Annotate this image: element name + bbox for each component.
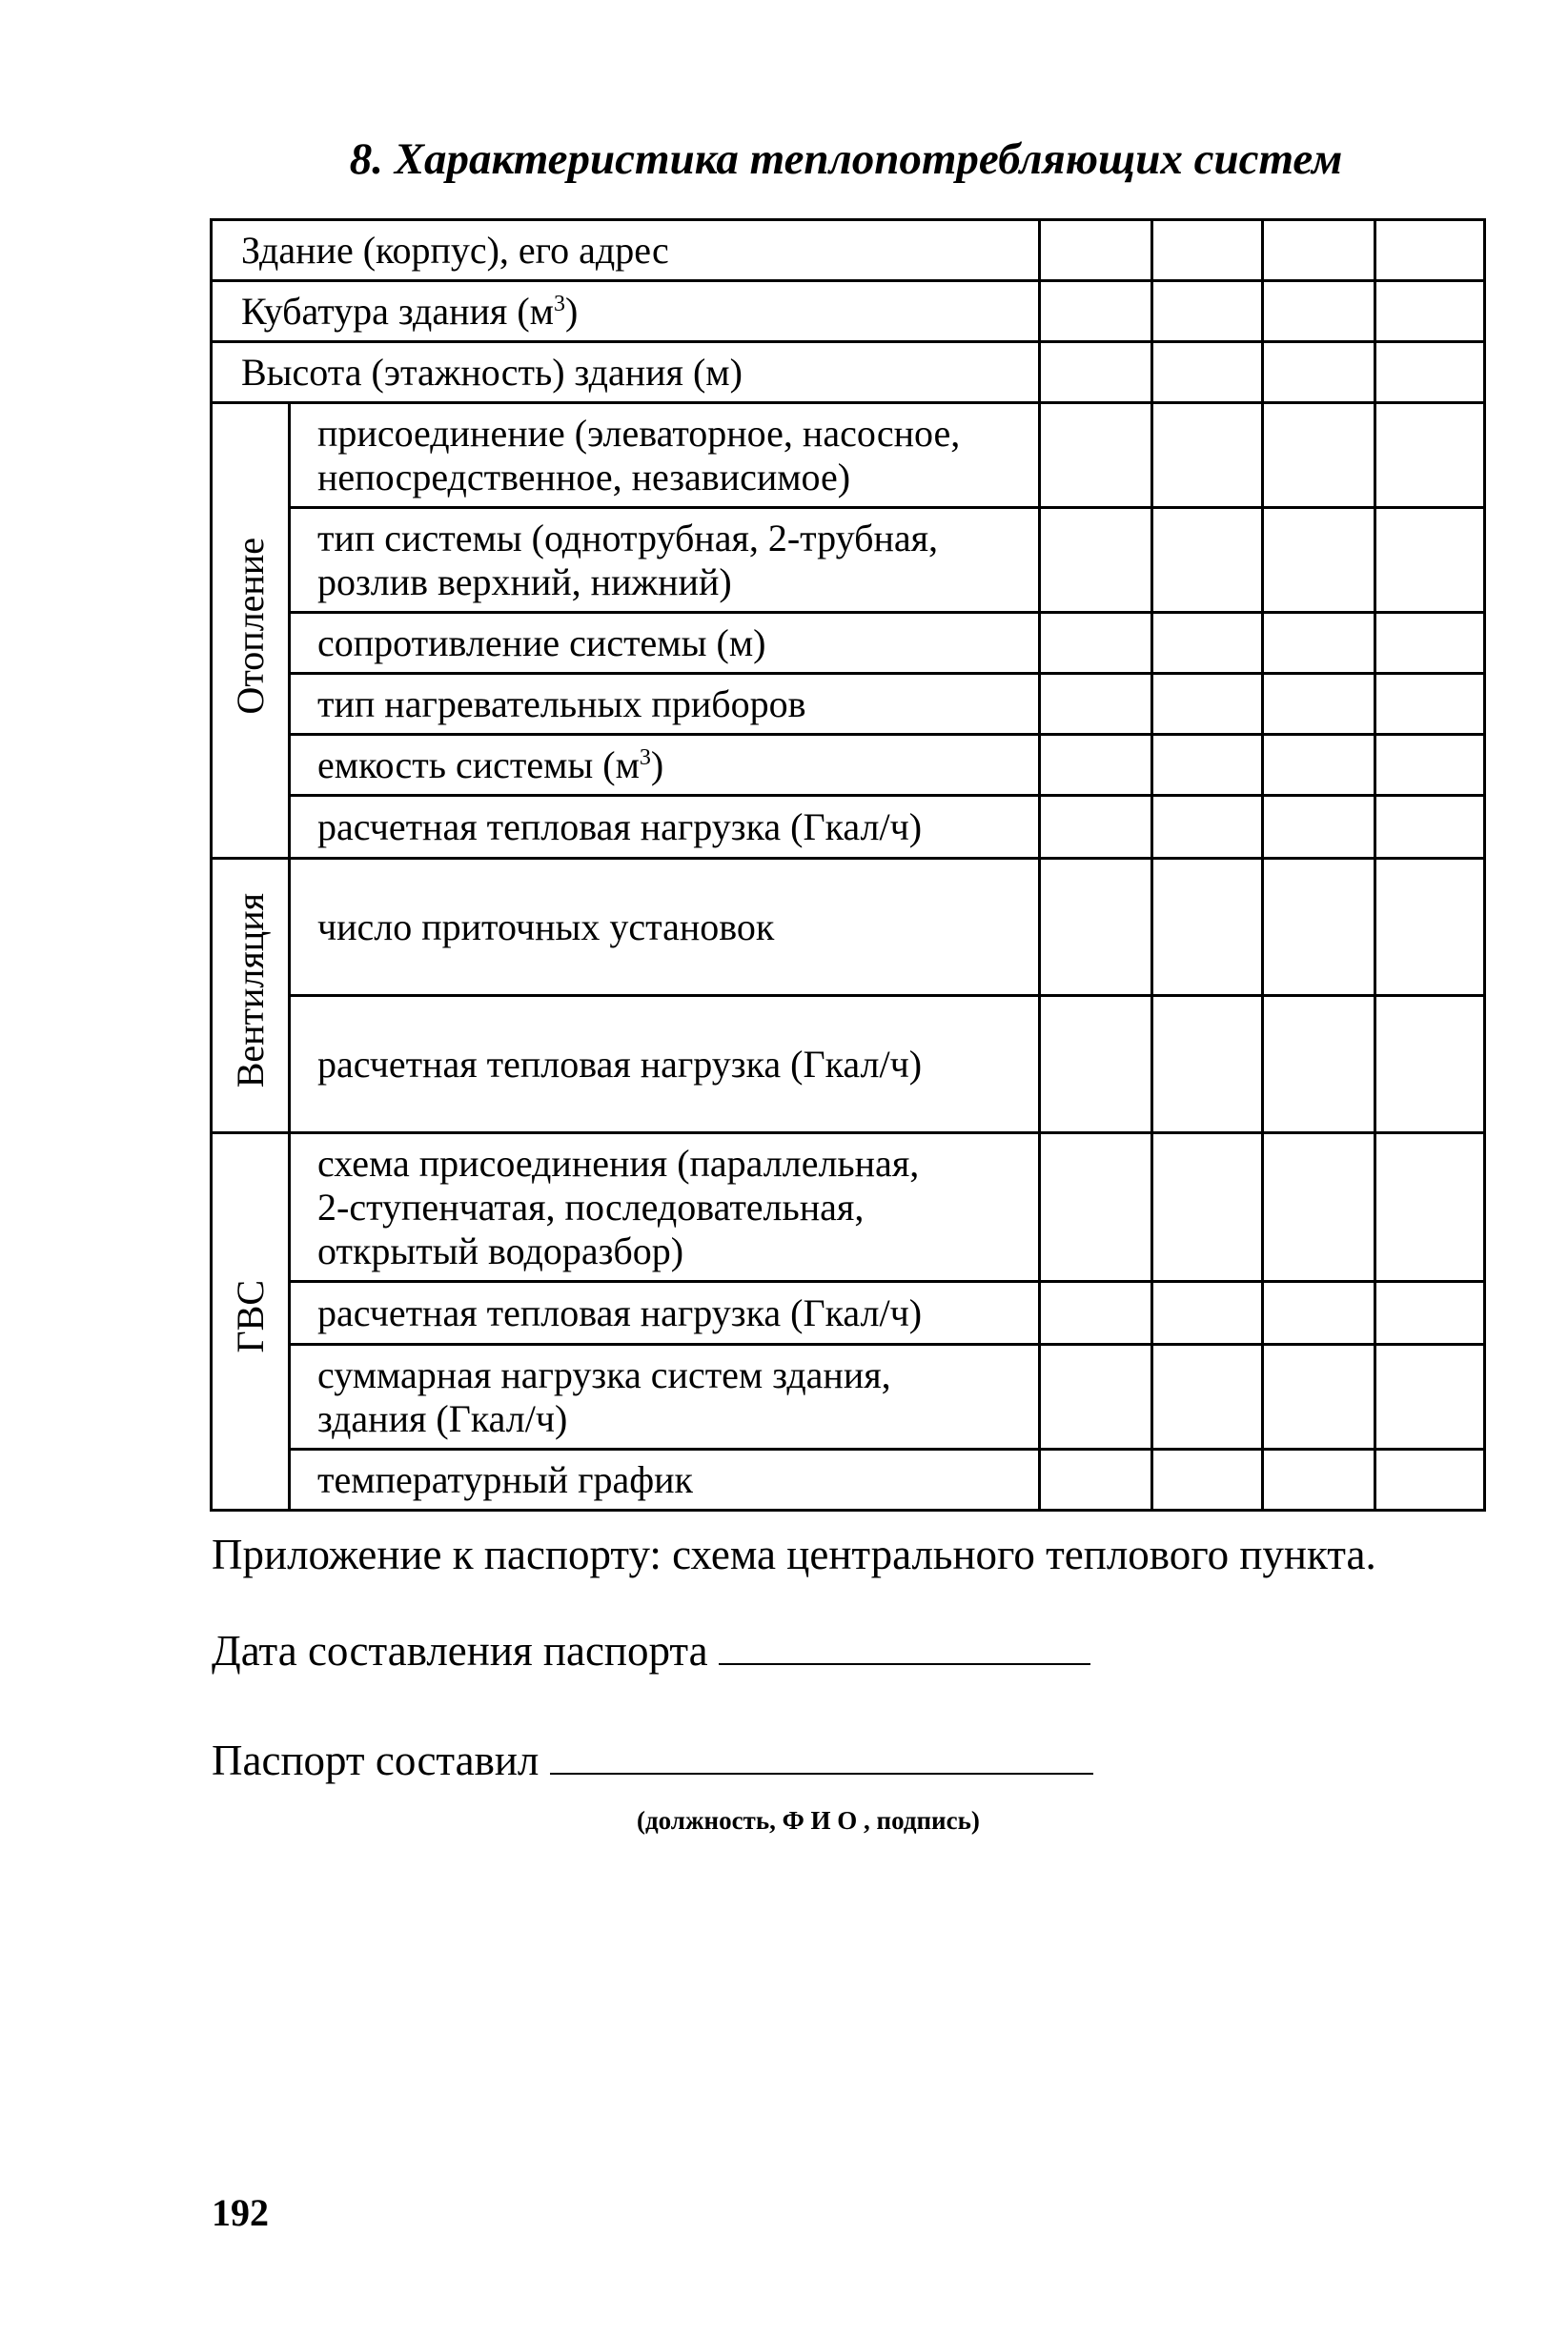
value-cell[interactable] xyxy=(1040,735,1152,796)
value-cell[interactable] xyxy=(1040,403,1152,508)
value-cell[interactable] xyxy=(1263,220,1375,281)
value-cell[interactable] xyxy=(1040,1450,1152,1511)
value-cell[interactable] xyxy=(1152,735,1263,796)
value-cell[interactable] xyxy=(1263,674,1375,735)
value-cell[interactable] xyxy=(1263,996,1375,1133)
table-row xyxy=(212,796,1485,859)
table-row xyxy=(212,859,1485,996)
value-cell[interactable] xyxy=(1263,1133,1375,1282)
hot-water-scheme-label: схема присоединения (параллельная, 2-ступенчатая, последовательная, открытый водоразбор) xyxy=(290,1133,1040,1282)
value-cell[interactable] xyxy=(1152,796,1263,859)
value-cell[interactable] xyxy=(1375,342,1485,403)
value-cell[interactable] xyxy=(1152,996,1263,1133)
value-cell[interactable] xyxy=(1375,220,1485,281)
building-volume-label: Кубатура здания $(м^3)$ xyxy=(212,281,1040,342)
temperature-graph-label: температурный график xyxy=(290,1450,1040,1511)
value-cell[interactable] xyxy=(1263,1450,1375,1511)
date-line xyxy=(212,1625,1090,1676)
author-blank-field[interactable] xyxy=(550,1735,1093,1775)
hot-water-load-label: расчетная тепловая нагрузка (Гкал/ч) xyxy=(290,1282,1040,1345)
heating-systems-table xyxy=(210,218,1486,1512)
table-row xyxy=(212,1345,1485,1450)
value-cell[interactable] xyxy=(1375,613,1485,674)
ventilation-load-label: расчетная тепловая нагрузка (Гкал/ч) xyxy=(290,996,1040,1133)
table-row xyxy=(212,613,1485,674)
table-row xyxy=(212,403,1485,508)
value-cell[interactable] xyxy=(1152,613,1263,674)
table-row xyxy=(212,1282,1485,1345)
heating-capacity-label: емкость системы $(м^3)$ xyxy=(290,735,1040,796)
value-cell[interactable] xyxy=(1040,796,1152,859)
value-cell[interactable] xyxy=(1040,508,1152,613)
ventilation-group-label: Вентиляция xyxy=(212,859,290,1133)
value-cell[interactable] xyxy=(1375,674,1485,735)
table-row xyxy=(212,508,1485,613)
heating-resistance-label: сопротивление системы (м) xyxy=(290,613,1040,674)
heating-heaters-label: тип нагревательных приборов xyxy=(290,674,1040,735)
value-cell[interactable] xyxy=(1040,220,1152,281)
value-cell[interactable] xyxy=(1263,281,1375,342)
ventilation-supply-units-label: число приточных установок xyxy=(290,859,1040,996)
value-cell[interactable] xyxy=(1152,1133,1263,1282)
page-number: 192 xyxy=(212,2191,269,2234)
value-cell[interactable] xyxy=(1375,508,1485,613)
value-cell[interactable] xyxy=(1263,342,1375,403)
value-cell[interactable] xyxy=(1263,735,1375,796)
section-title: 8. Характеристика теплопотребляющих систем xyxy=(349,134,1343,184)
table-row xyxy=(212,1450,1485,1511)
value-cell[interactable] xyxy=(1152,1282,1263,1345)
value-cell[interactable] xyxy=(1152,859,1263,996)
value-cell[interactable] xyxy=(1040,613,1152,674)
table-row xyxy=(212,342,1485,403)
value-cell[interactable] xyxy=(1263,859,1375,996)
value-cell[interactable] xyxy=(1375,796,1485,859)
value-cell[interactable] xyxy=(1263,508,1375,613)
value-cell[interactable] xyxy=(1375,281,1485,342)
value-cell[interactable] xyxy=(1375,996,1485,1133)
value-cell[interactable] xyxy=(1152,508,1263,613)
building-address-label: Здание (корпус), его адрес xyxy=(212,220,1040,281)
value-cell[interactable] xyxy=(1375,1345,1485,1450)
total-load-label: суммарная нагрузка систем здания, здания (Гкал/ч) xyxy=(290,1345,1040,1450)
building-height-label: Высота (этажность) здания (м) xyxy=(212,342,1040,403)
date-label: Дата составления паспорта xyxy=(212,1627,708,1675)
value-cell[interactable] xyxy=(1040,996,1152,1133)
value-cell[interactable] xyxy=(1040,674,1152,735)
value-cell[interactable] xyxy=(1263,403,1375,508)
value-cell[interactable] xyxy=(1263,1282,1375,1345)
table-row xyxy=(212,281,1485,342)
value-cell[interactable] xyxy=(1040,1133,1152,1282)
value-cell[interactable] xyxy=(1375,859,1485,996)
value-cell[interactable] xyxy=(1375,1450,1485,1511)
author-label: Паспорт составил xyxy=(212,1737,540,1784)
value-cell[interactable] xyxy=(1152,342,1263,403)
value-cell[interactable] xyxy=(1375,1133,1485,1282)
value-cell[interactable] xyxy=(1375,403,1485,508)
heating-system-type-label: тип системы (однотрубная, 2-трубная, розлив верхний, нижний) xyxy=(290,508,1040,613)
appendix-note: Приложение к паспорту: схема центрального теплового пункта. xyxy=(212,1531,1376,1578)
value-cell[interactable] xyxy=(1375,735,1485,796)
heating-connection-label: присоединение (элеваторное, насосное, непосредственное, независимое) xyxy=(290,403,1040,508)
table-row xyxy=(212,220,1485,281)
value-cell[interactable] xyxy=(1040,281,1152,342)
value-cell[interactable] xyxy=(1263,613,1375,674)
value-cell[interactable] xyxy=(1152,1450,1263,1511)
value-cell[interactable] xyxy=(1263,1345,1375,1450)
value-cell[interactable] xyxy=(1152,1345,1263,1450)
value-cell[interactable] xyxy=(1040,859,1152,996)
table-row xyxy=(212,996,1485,1133)
value-cell[interactable] xyxy=(1152,220,1263,281)
value-cell[interactable] xyxy=(1152,403,1263,508)
value-cell[interactable] xyxy=(1152,281,1263,342)
author-caption: (должность, Ф И О , подпись) xyxy=(637,1806,980,1835)
value-cell[interactable] xyxy=(1263,796,1375,859)
author-line xyxy=(212,1735,1093,1785)
value-cell[interactable] xyxy=(1152,674,1263,735)
value-cell[interactable] xyxy=(1040,342,1152,403)
table-row xyxy=(212,735,1485,796)
value-cell[interactable] xyxy=(1375,1282,1485,1345)
hot-water-group-label: ГВС xyxy=(212,1133,290,1511)
heating-group-label: Отопление xyxy=(212,403,290,859)
date-blank-field[interactable] xyxy=(719,1625,1090,1665)
table-row xyxy=(212,1133,1485,1282)
heating-load-label: расчетная тепловая нагрузка (Гкал/ч) xyxy=(290,796,1040,859)
value-cell[interactable] xyxy=(1040,1345,1152,1450)
table-row xyxy=(212,674,1485,735)
value-cell[interactable] xyxy=(1040,1282,1152,1345)
